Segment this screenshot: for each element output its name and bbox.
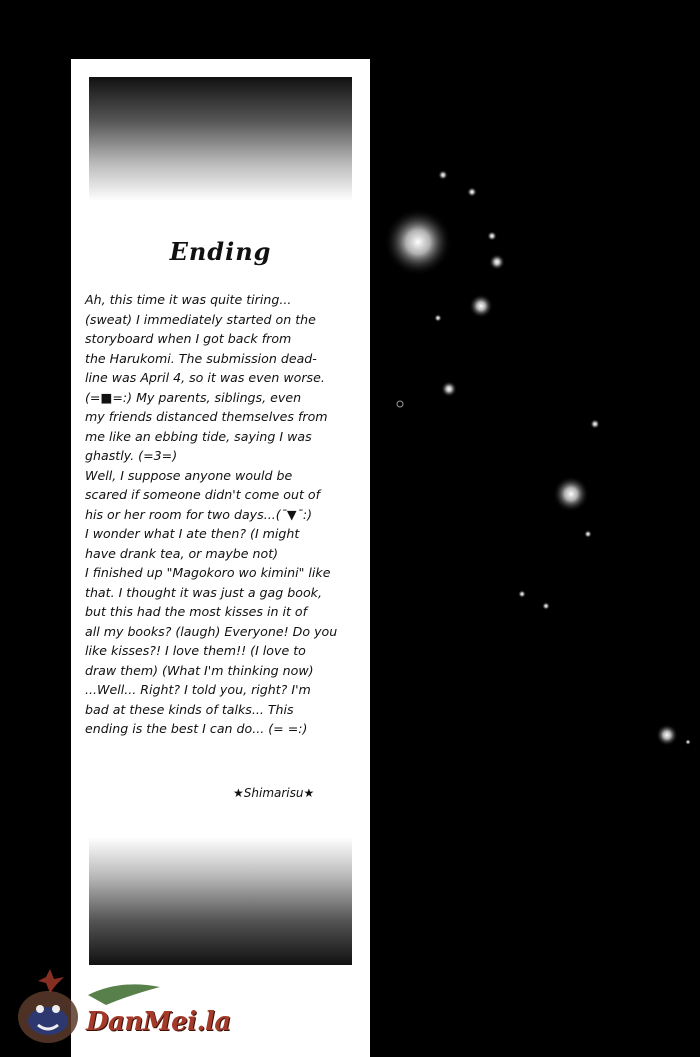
star — [467, 187, 477, 197]
bottom-gradient-band — [89, 837, 352, 965]
body-line: bad at these kinds of talks... This — [85, 701, 294, 717]
star — [438, 170, 448, 180]
body-line: (sweat) I immediately started on the — [85, 311, 316, 327]
body-line: like kisses?! I love them!! (I love to — [85, 643, 306, 658]
body-text — [85, 290, 365, 739]
star — [384, 208, 452, 276]
body-line: I finished up "Magokoro wo kimini" like — [85, 565, 331, 580]
text-panel — [71, 59, 370, 1057]
body-line: ghastly. (=3=) — [85, 448, 178, 463]
body-line: ...Well... Right? I told you, right? I'm — [85, 682, 311, 697]
page-title: Ending — [169, 237, 272, 266]
body-line: line was April 4, so it was even worse. — [85, 370, 325, 385]
star — [656, 724, 678, 746]
body-line: his or her room for two days...(¯▼¯:) — [85, 506, 313, 522]
star — [590, 419, 600, 429]
star — [487, 231, 497, 241]
body-line: draw them) (What I'm thinking now) — [85, 662, 314, 678]
body-line: me like an ebbing tide, saying I was — [85, 428, 312, 444]
body-line: but this had the most kisses in it of — [85, 604, 308, 619]
star — [542, 602, 550, 610]
star — [469, 294, 493, 318]
body-line: the Harukomi. The submission dead- — [85, 350, 317, 366]
author-signature: ★Shimarisu★ — [233, 786, 315, 800]
logo-text: DanMei.la — [86, 1007, 231, 1037]
body-line: Well, I suppose anyone would be — [85, 467, 293, 483]
body-line: that. I thought it was just a gag book, — [85, 584, 322, 600]
body-line: I wonder what I ate then? (I might — [85, 526, 300, 541]
body-line: ending is the best I can do... (= =:) — [85, 721, 308, 736]
body-line: scared if someone didn't come out of — [85, 487, 321, 502]
body-line: storyboard when I got back from — [85, 331, 292, 346]
body-line: all my books? (laugh) Everyone! Do you — [85, 623, 338, 639]
star — [518, 590, 526, 598]
body-line: Ah, this time it was quite tiring... — [85, 292, 292, 307]
star — [489, 254, 505, 270]
body-line: have drank tea, or maybe not) — [85, 545, 279, 561]
top-gradient-band — [89, 77, 352, 201]
star — [441, 381, 457, 397]
body-line: (=■=:) My parents, siblings, even — [85, 389, 302, 405]
star — [584, 530, 592, 538]
star-ring — [397, 401, 403, 407]
body-line: my friends distanced themselves from — [85, 409, 328, 424]
star — [434, 314, 442, 322]
star — [685, 739, 691, 745]
star — [553, 476, 589, 512]
